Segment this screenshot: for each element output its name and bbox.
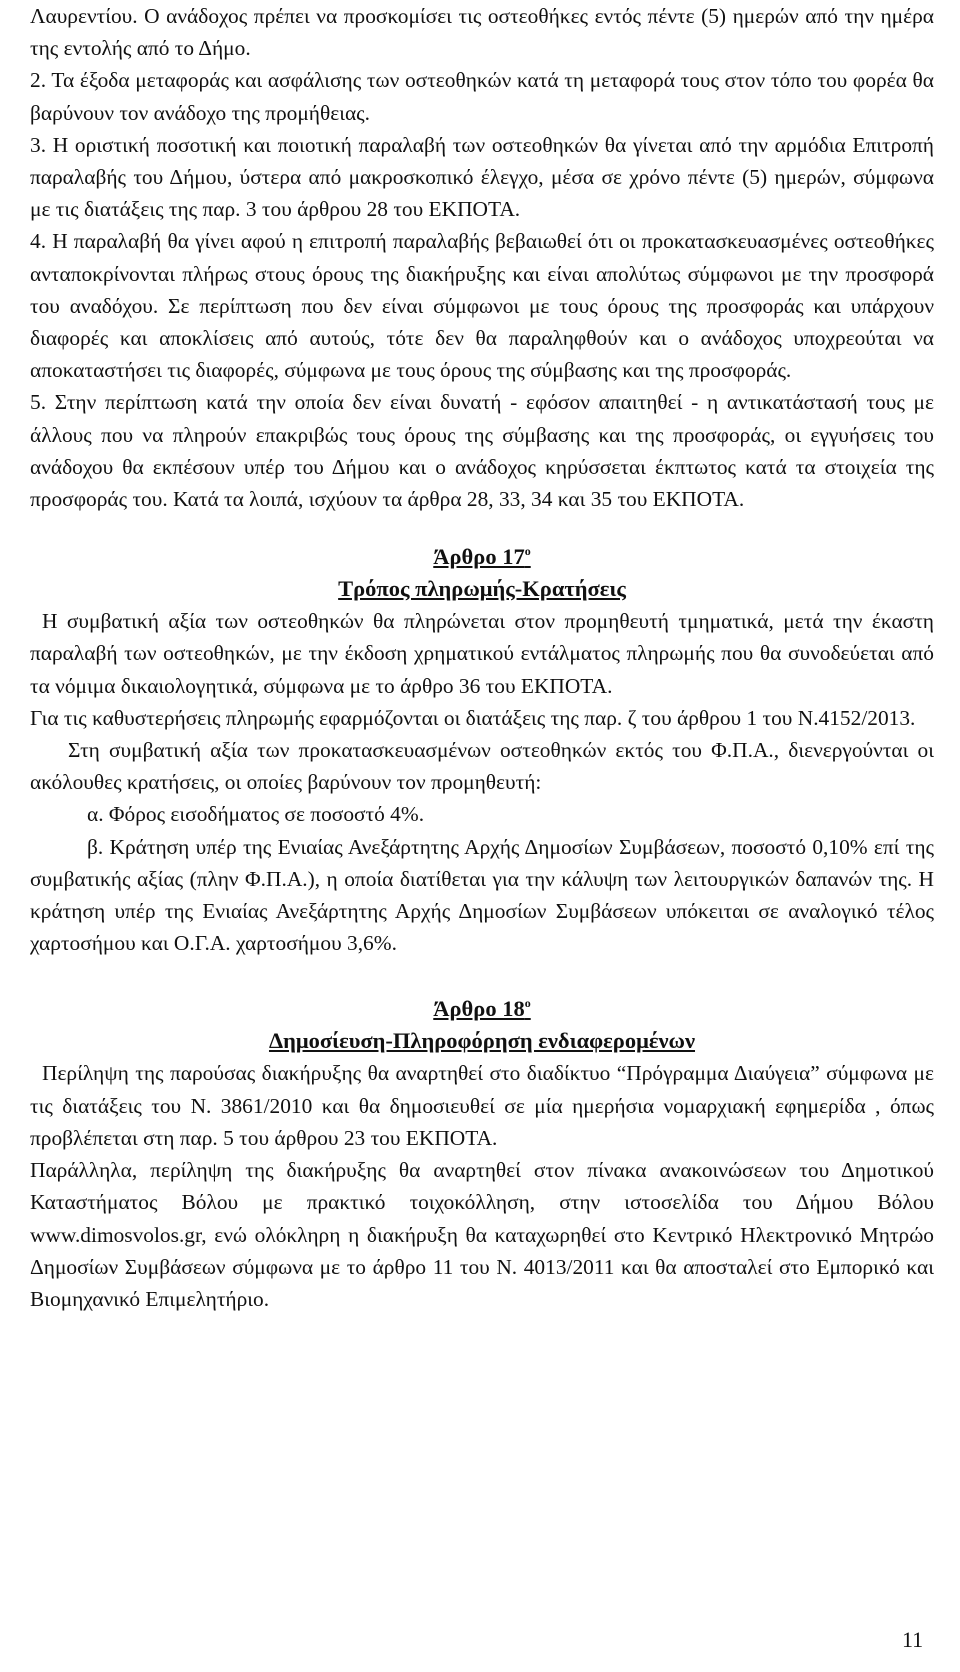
article-17-title: Άρθρο 17	[433, 544, 525, 570]
paragraph-intro: Λαυρεντίου. Ο ανάδοχος πρέπει να προσκομίσει τις οστεοθήκες εντός πέντε (5) ημερών από την ημέρα της εντολής από το Δήμο.	[30, 4, 934, 61]
article-18-heading	[30, 993, 934, 1025]
article-17-paragraph-1: Η συμβατική αξία των οστεοθηκών θα πληρώνεται στον προμηθευτή τμηματικά, μετά την έκαστη παραλαβή των οστεοθηκών, με την έκδοση χρηματικού εντάλματος πληρωμής που θα συνοδεύεται από τα νόμιμα δικαιολογητικά, σύμφωνα με το άρθρο 36 του ΕΚΠΟΤΑ.	[30, 609, 934, 698]
article-17-paragraph-3: Στη συμβατική αξία των προκατασκευασμένων οστεοθηκών εκτός του Φ.Π.Α., διενεργούνται οι ακόλουθες κρατήσεις, οι οποίες βαρύνουν τον προμηθευτή:	[30, 738, 934, 795]
paragraph-item-2: 2. Τα έξοδα μεταφοράς και ασφάλισης των οστεοθηκών κατά τη μεταφορά τους στον τόπο του φορέα θα βαρύνουν τον ανάδοχο της προμήθειας.	[30, 68, 934, 125]
article-18-paragraph-1: Περίληψη της παρούσας διακήρυξης θα αναρτηθεί στο διαδίκτυο “Πρόγραμμα Διαύγεια” σύμφωνα με τις διατάξεις του Ν. 3861/2010 και θα δημοσιευθεί σε μία ημερήσια νομαρχιακή εφημερίδα , όπως προβλέπεται στη παρ. 5 του άρθρου 23 του ΕΚΠΟΤΑ.	[30, 1061, 934, 1150]
article-17-item-a: α. Φόρος εισοδήματος σε ποσοστό 4%.	[87, 802, 425, 827]
article-17-heading	[30, 541, 934, 573]
article-18-subheading: Δημοσίευση-Πληροφόρηση ενδιαφερομένων	[268, 1028, 696, 1054]
article-18-paragraph-2: Παράλληλα, περίληψη της διακήρυξης θα αναρτηθεί στον πίνακα ανακοινώσεων του Δημοτικού Καταστήματος Βόλου με πρακτικό τοιχοκόλληση, στην ιστοσελίδα του Δήμου Βόλου www.dimosvolos.gr, ενώ ολόκληρη η διακήρυξη θα καταχωρηθεί στο Κεντρικό Ηλεκτρονικό Μητρώο Δημοσίων Συμβάσεων σύμφωνα με το άρθρο 11 του Ν. 4013/2011 και θα αποσταλεί στο Εμπορικό και Βιομηχανικό Επιμελητήριο.	[30, 1158, 934, 1311]
paragraph-item-5: 5. Στην περίπτωση κατά την οποία δεν είναι δυνατή - εφόσον απαιτηθεί - η αντικατάστασή τους με άλλους που να πληρούν επακριβώς τους όρους της σύμβασης και της προσφοράς, οι εγγυήσεις του ανάδοχου θα εκπέσουν υπέρ του Δήμου και ο ανάδοχος κηρύσσεται έκπτωτος κατά τα στοιχεία της προσφοράς του. Κατά τα λοιπά, ισχύουν τα άρθρα 28, 33, 34 και 35 του ΕΚΠΟΤΑ.	[30, 390, 934, 512]
article-18-ordinal: ο	[524, 996, 531, 1011]
paragraph-item-4: 4. Η παραλαβή θα γίνει αφού η επιτροπή παραλαβής βεβαιωθεί ότι οι προκατασκευασμένες οστεοθήκες ανταποκρίνονται πλήρως στους όρους της διακήρυξης και είναι απολύτως σύμφωνοι με την προσφορά του αναδόχου. Σε περίπτωση που δεν είναι σύμφωνοι με τους όρους της προσφοράς και υπάρχουν διαφορές και αποκλίσεις από αυτούς, τότε δεν θα παραληφθούν και ο ανάδοχος υποχρεούται να αποκαταστήσει τις διαφορές, σύμφωνα με τους όρους της σύμβασης και της προσφοράς.	[30, 229, 934, 383]
paragraph-item-3: 3. Η οριστική ποσοτική και ποιοτική παραλαβή των οστεοθηκών θα γίνεται από την αρμόδια Επιτροπή παραλαβής του Δήμου, ύστερα από μακροσκοπικό έλεγχο, μέσα σε χρόνο πέντε (5) ημερών, σύμφωνα με τις διατάξεις της παρ. 3 του άρθρου 28 του ΕΚΠΟΤΑ.	[30, 132, 934, 222]
article-17-item-b: β. Κράτηση υπέρ της Ενιαίας Ανεξάρτητης Αρχής Δημοσίων Συμβάσεων, ποσοστό 0,10% επί της συμβατικής αξίας (πλην Φ.Π.Α.), η οποία διατίθεται για την κάλυψη των λειτουργικών δαπανών της. Η κράτηση υπέρ της Ενιαίας Ανεξάρτητης Αρχής Δημοσίων Συμβάσεων υπόκειται σε αναλογικό τέλος χαρτοσήμου και Ο.Γ.Α. χαρτοσήμου 3,6%.	[30, 834, 934, 956]
document-page	[30, 0, 934, 1315]
article-17-subheading: Τρόπος πληρωμής-Κρατήσεις	[338, 576, 626, 602]
article-17-paragraph-2: Για τις καθυστερήσεις πληρωμής εφαρμόζονται οι διατάξεις της παρ. ζ του άρθρου 1 του Ν.4152/2013.	[30, 705, 916, 730]
article-17-ordinal: ο	[524, 544, 531, 559]
article-18-title: Άρθρο 18	[433, 996, 525, 1022]
page-number: 11	[902, 1627, 924, 1652]
